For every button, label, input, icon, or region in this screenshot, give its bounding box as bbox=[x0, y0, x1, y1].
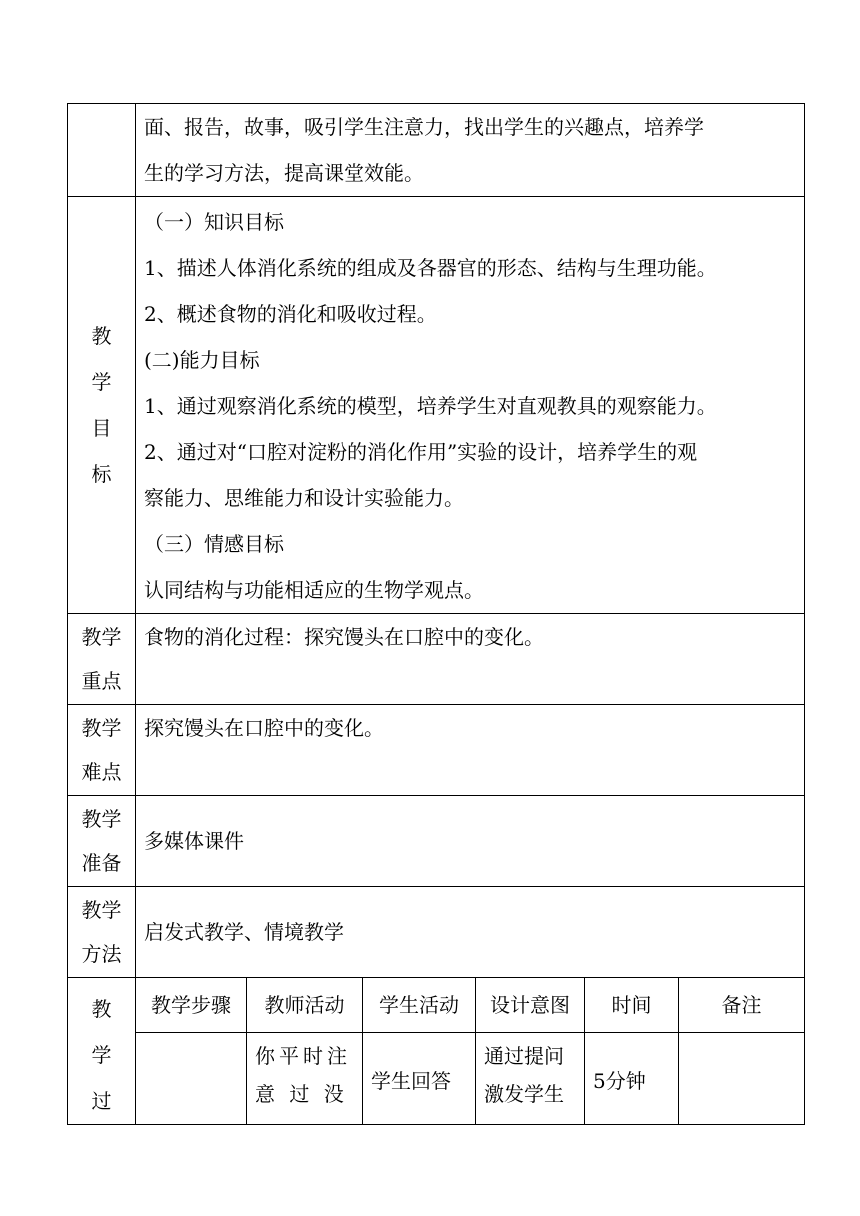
preparation-label bbox=[68, 796, 136, 887]
teacher-activity-line-2: 意 过 没 bbox=[255, 1082, 348, 1107]
key-points-row bbox=[68, 614, 805, 705]
time-text: 5分钟 bbox=[593, 1068, 646, 1093]
key-points-text: 食物的消化过程：探究馒头在口腔中的变化。 bbox=[144, 625, 544, 649]
difficult-points-label-line-2: 难点 bbox=[81, 760, 122, 784]
preparation-label-line-1: 教学 bbox=[81, 807, 122, 831]
process-notes-cell bbox=[679, 1033, 805, 1125]
emotion-heading: （三）情感目标 bbox=[144, 532, 284, 556]
method-content-cell bbox=[136, 887, 805, 978]
preparation-text: 多媒体课件 bbox=[144, 829, 244, 853]
key-points-content-cell bbox=[136, 614, 805, 705]
preparation-content-cell bbox=[136, 796, 805, 887]
process-label-char-2: 学 bbox=[91, 1043, 112, 1067]
intro-label-cell bbox=[68, 104, 136, 197]
process-teacher-cell bbox=[247, 1033, 363, 1125]
preparation-row bbox=[68, 796, 805, 887]
objectives-content-cell bbox=[136, 197, 805, 614]
header-time: 时间 bbox=[585, 978, 679, 1033]
intro-content-cell bbox=[136, 104, 805, 197]
method-row bbox=[68, 887, 805, 978]
difficult-points-text: 探究馒头在口腔中的变化。 bbox=[144, 716, 384, 740]
emotion-item-1: 认同结构与功能相适应的生物学观点。 bbox=[144, 578, 484, 602]
method-text: 启发式教学、情境教学 bbox=[144, 920, 344, 944]
ability-item-2-line-2: 察能力、思维能力和设计实验能力。 bbox=[144, 486, 464, 510]
design-intent-line-2: 激发学生 bbox=[484, 1082, 564, 1107]
lesson-plan-table bbox=[67, 103, 805, 1125]
ability-item-2-line-1: 2、通过对“口腔对淀粉的消化作用”实验的设计，培养学生的观 bbox=[144, 440, 698, 464]
process-label-char-3: 过 bbox=[91, 1089, 112, 1113]
key-points-label-line-1: 教学 bbox=[81, 625, 122, 649]
objectives-label-char-3: 目 bbox=[91, 416, 112, 440]
difficult-points-content-cell bbox=[136, 705, 805, 796]
method-label-line-2: 方法 bbox=[81, 942, 122, 966]
header-notes: 备注 bbox=[679, 978, 805, 1033]
design-intent-line-1: 通过提问 bbox=[484, 1044, 564, 1069]
student-activity-text: 学生回答 bbox=[371, 1068, 451, 1093]
difficult-points-row bbox=[68, 705, 805, 796]
method-label bbox=[68, 887, 136, 978]
process-student-cell bbox=[363, 1033, 476, 1125]
objectives-row bbox=[68, 197, 805, 614]
objectives-label-char-2: 学 bbox=[91, 370, 112, 394]
process-label-char-1: 教 bbox=[91, 997, 112, 1021]
header-teacher-activity: 教师活动 bbox=[247, 978, 363, 1033]
process-row-1 bbox=[68, 1033, 805, 1125]
knowledge-item-1: 1、描述人体消化系统的组成及各器官的形态、结构与生理功能。 bbox=[144, 256, 717, 280]
method-label-line-1: 教学 bbox=[81, 898, 122, 922]
intro-row bbox=[68, 104, 805, 197]
objectives-label-char-1: 教 bbox=[91, 324, 112, 348]
knowledge-heading: （一）知识目标 bbox=[144, 210, 284, 234]
process-header-row bbox=[68, 978, 805, 1033]
key-points-label-line-2: 重点 bbox=[81, 669, 122, 693]
key-points-label bbox=[68, 614, 136, 705]
process-label bbox=[68, 978, 136, 1125]
intro-line-2: 生的学习方法，提高课堂效能。 bbox=[144, 161, 424, 185]
process-step-cell bbox=[136, 1033, 247, 1125]
header-step: 教学步骤 bbox=[136, 978, 247, 1033]
header-design-intent: 设计意图 bbox=[476, 978, 585, 1033]
difficult-points-label bbox=[68, 705, 136, 796]
header-student-activity: 学生活动 bbox=[363, 978, 476, 1033]
process-intent-cell bbox=[476, 1033, 585, 1125]
ability-heading: (二)能力目标 bbox=[144, 348, 260, 372]
teacher-activity-line-1: 你平时注 bbox=[255, 1044, 351, 1069]
objectives-label bbox=[68, 197, 136, 614]
process-time-cell bbox=[585, 1033, 679, 1125]
intro-line-1: 面、报告，故事，吸引学生注意力，找出学生的兴趣点，培养学 bbox=[144, 115, 704, 139]
knowledge-item-2: 2、概述食物的消化和吸收过程。 bbox=[144, 302, 437, 326]
preparation-label-line-2: 准备 bbox=[81, 851, 122, 875]
difficult-points-label-line-1: 教学 bbox=[81, 716, 122, 740]
objectives-label-char-4: 标 bbox=[91, 462, 112, 486]
ability-item-1: 1、通过观察消化系统的模型，培养学生对直观教具的观察能力。 bbox=[144, 394, 717, 418]
